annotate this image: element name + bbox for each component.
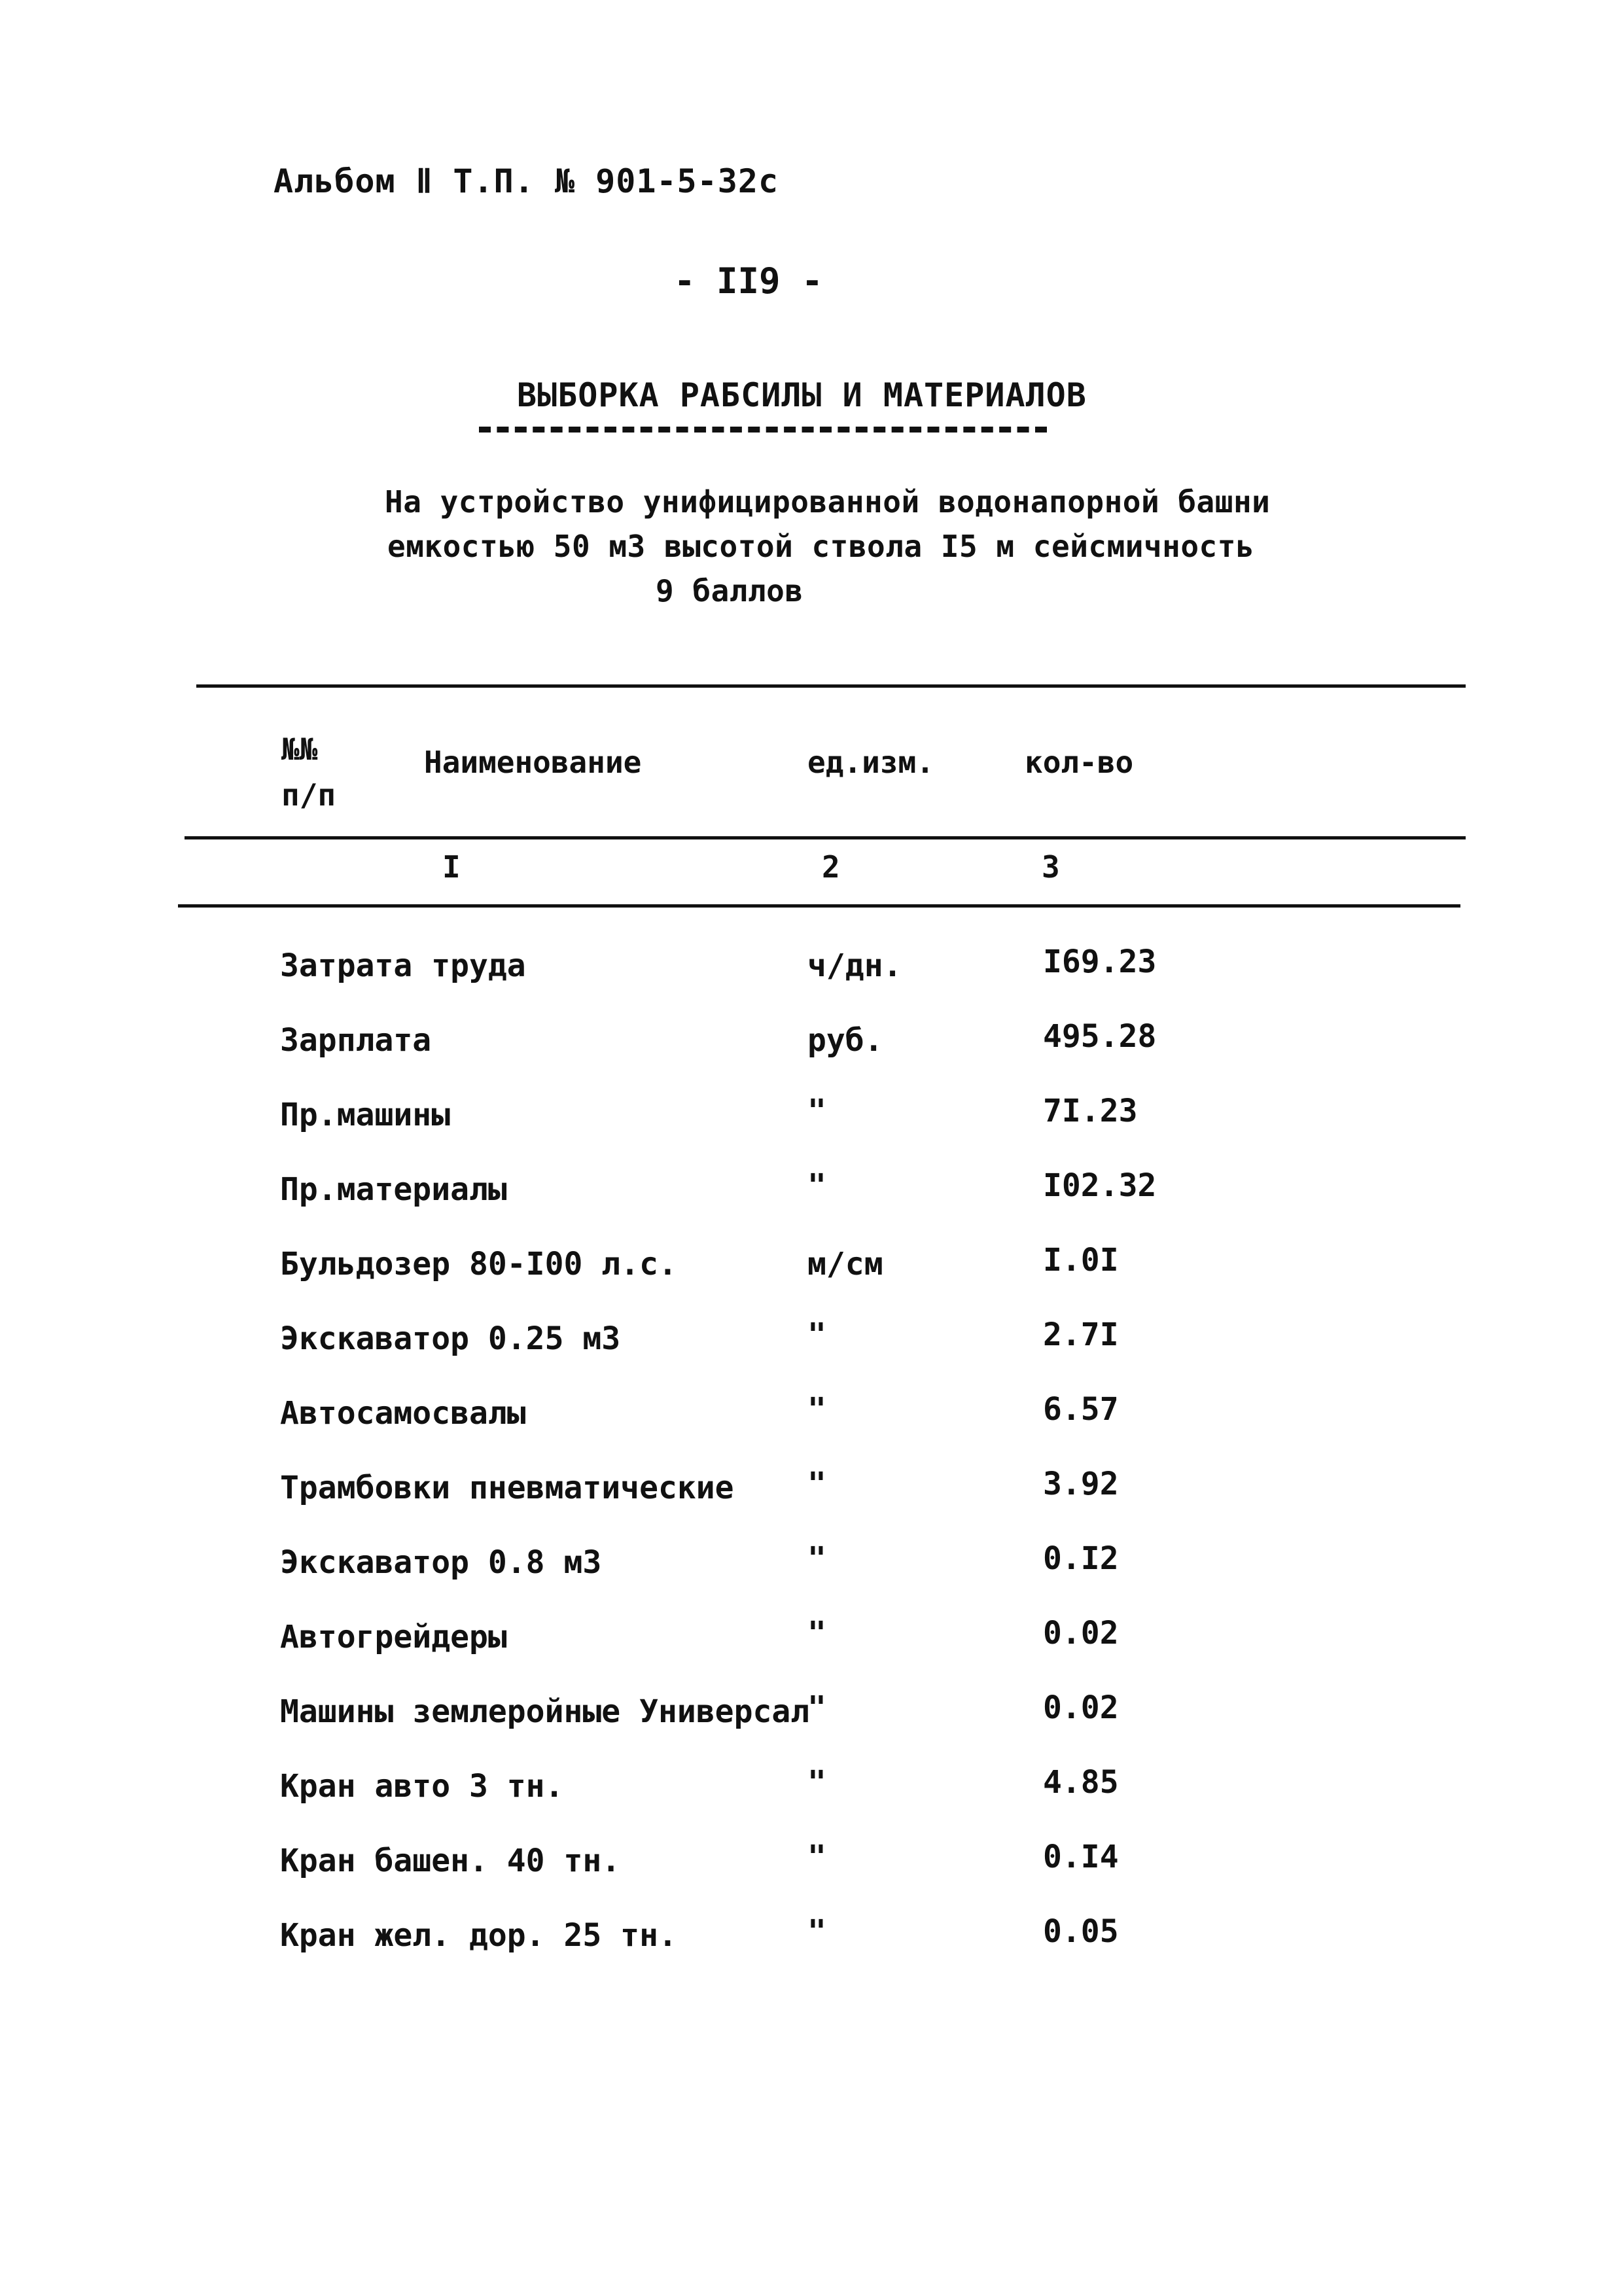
row-name: Автогрейдеры	[280, 1619, 507, 1655]
row-unit: "	[807, 1540, 826, 1577]
row-unit: "	[807, 1913, 826, 1950]
row-qty: 0.02	[1043, 1615, 1119, 1651]
row-name: Трамбовки пневматические	[280, 1470, 734, 1506]
row-name: Пр.материалы	[280, 1171, 507, 1208]
header-unit: ед.изм.	[807, 745, 934, 780]
row-qty: 7I.23	[1043, 1093, 1138, 1129]
column-index-3: 3	[1042, 849, 1060, 885]
header-number-pp: п/п	[281, 777, 336, 813]
row-name: Автосамосвалы	[280, 1395, 526, 1432]
row-unit: "	[807, 1615, 826, 1651]
row-name: Экскаватор 0.25 м3	[280, 1320, 621, 1357]
column-index-1: I	[442, 849, 461, 885]
row-qty: 2.7I	[1043, 1316, 1119, 1353]
header-number-sign: №№	[281, 732, 318, 767]
album-reference: Альбом Ⅱ Т.П. № 901-5-32с	[274, 162, 779, 200]
row-name: Пр.машины	[280, 1097, 451, 1133]
row-qty: 495.28	[1043, 1018, 1157, 1055]
header-quantity: кол-во	[1025, 745, 1134, 780]
row-unit: "	[807, 1093, 826, 1129]
row-unit: "	[807, 1764, 826, 1801]
table-top-rule	[196, 684, 1466, 688]
row-qty: 4.85	[1043, 1764, 1119, 1801]
row-qty: 6.57	[1043, 1391, 1119, 1428]
subtitle-line-3: 9 баллов	[656, 573, 803, 609]
row-qty: 0.I4	[1043, 1839, 1119, 1875]
row-name: Бульдозер 80-I00 л.с.	[280, 1246, 677, 1282]
row-unit: "	[807, 1689, 826, 1726]
row-name: Затрата труда	[280, 947, 526, 984]
row-name: Экскаватор 0.8 м3	[280, 1544, 602, 1581]
index-bottom-rule	[178, 904, 1460, 908]
title-dashed-underline	[479, 427, 1047, 433]
subtitle-line-1: На устройство унифицированной водонапорной башни	[385, 484, 1271, 520]
row-unit: "	[807, 1391, 826, 1428]
row-unit: "	[807, 1466, 826, 1502]
row-unit: "	[807, 1167, 826, 1204]
row-qty: 0.05	[1043, 1913, 1119, 1950]
row-name: Машины землеройные Универсал	[280, 1693, 810, 1730]
document-title: ВЫБОРКА РАБСИЛЫ И МАТЕРИАЛОВ	[517, 376, 1087, 414]
row-qty: 0.02	[1043, 1689, 1119, 1726]
row-qty: 0.I2	[1043, 1540, 1119, 1577]
row-name: Зарплата	[280, 1022, 432, 1059]
header-name: Наименование	[424, 745, 642, 780]
row-name: Кран жел. дор. 25 тн.	[280, 1917, 677, 1954]
subtitle-line-2: емкостью 50 м3 высотой ствола I5 м сейсмичность	[387, 529, 1255, 564]
row-qty: 3.92	[1043, 1466, 1119, 1502]
row-qty: I.0I	[1043, 1242, 1119, 1279]
row-qty: I69.23	[1043, 944, 1157, 980]
row-unit: м/см	[807, 1246, 883, 1282]
row-qty: I02.32	[1043, 1167, 1157, 1204]
row-unit: "	[807, 1316, 826, 1353]
header-bottom-rule	[185, 836, 1466, 839]
row-name: Кран авто 3 тн.	[280, 1768, 564, 1805]
column-index-2: 2	[822, 849, 840, 885]
row-unit: "	[807, 1839, 826, 1875]
row-unit: руб.	[807, 1022, 883, 1059]
page-number: - II9 -	[674, 260, 823, 302]
row-name: Кран башен. 40 тн.	[280, 1843, 621, 1879]
row-unit: ч/дн.	[807, 947, 902, 984]
